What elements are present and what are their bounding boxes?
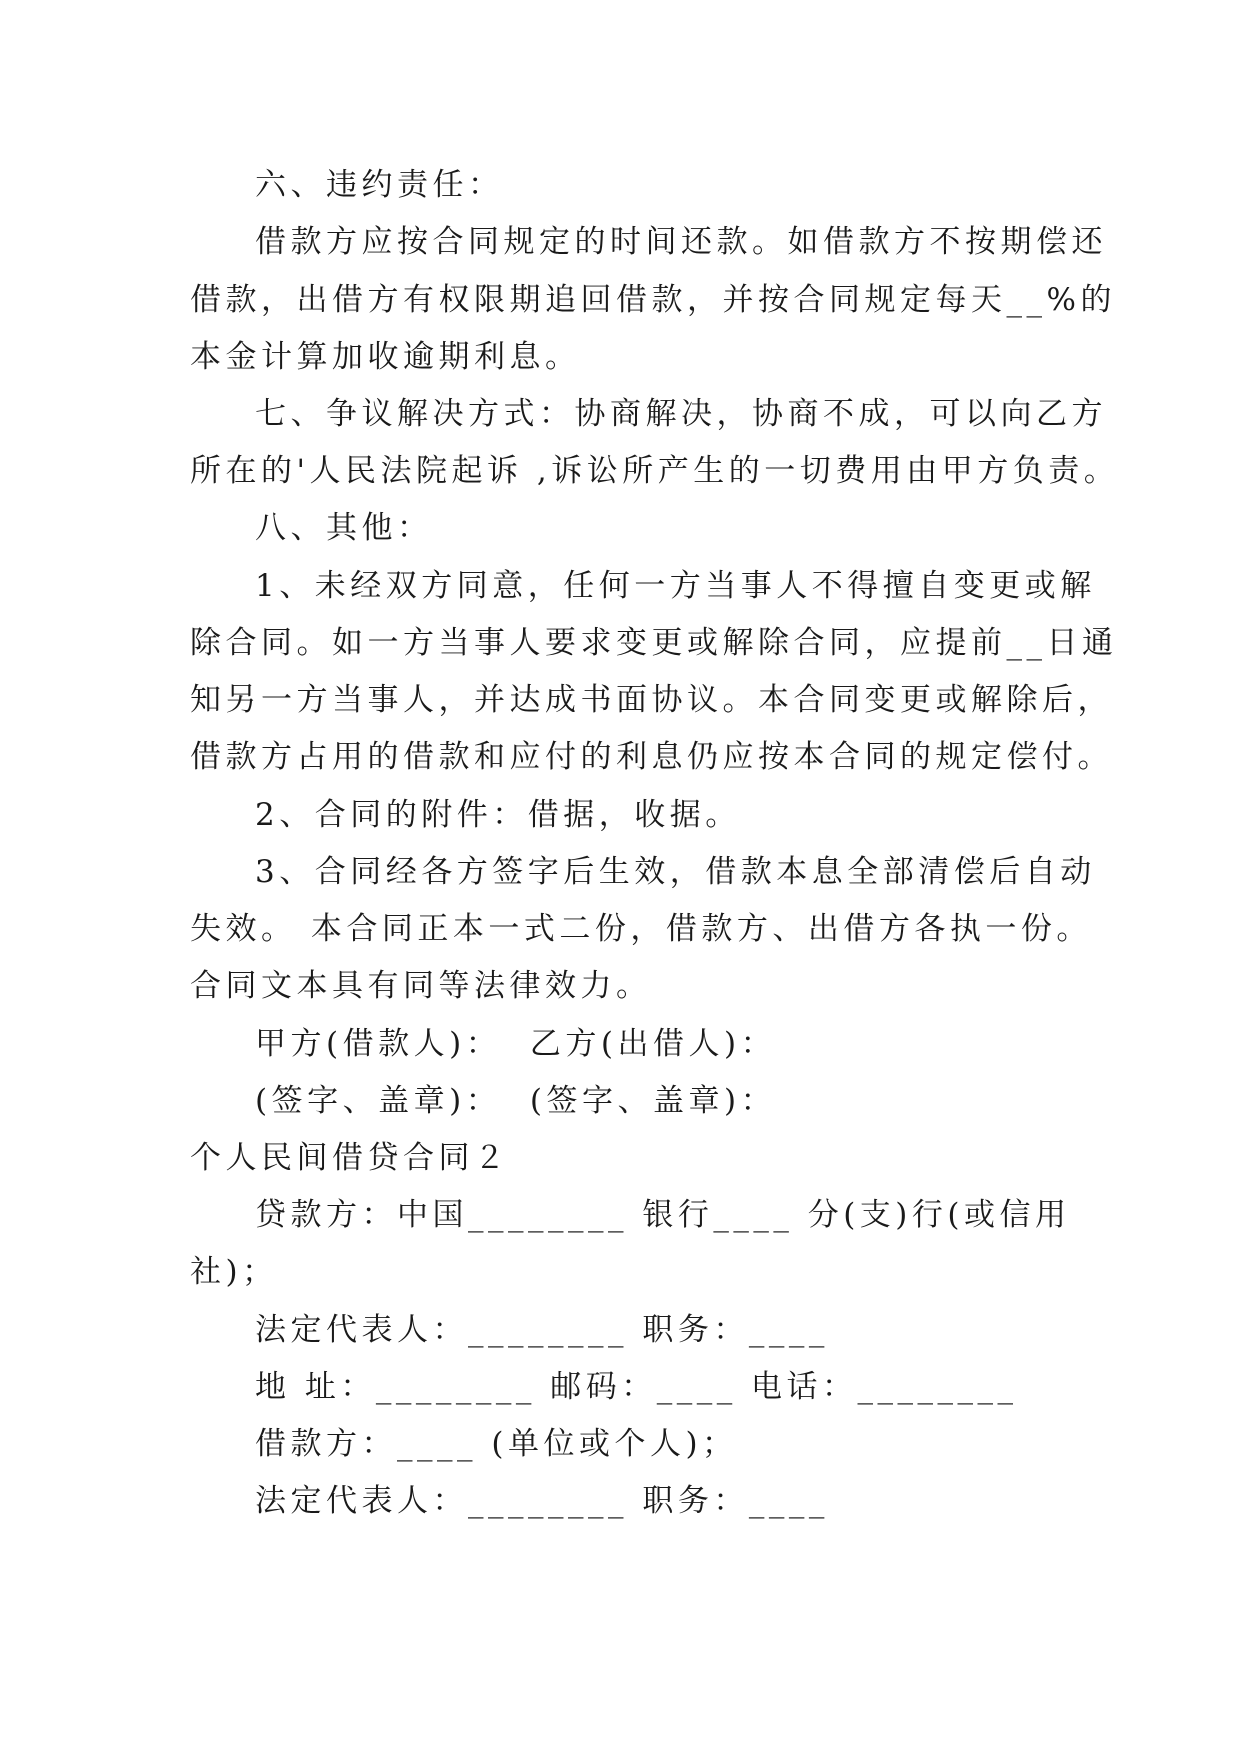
legal-rep-line: 法定代表人：________ 职务：____ xyxy=(255,1312,829,1348)
party-labels: 甲方(借款人)： 乙方(出借人)： xyxy=(255,1026,777,1062)
paragraph-line: 失效。 本合同正本一式二份，借款方、出借方各执一份。 xyxy=(190,911,1092,947)
paragraph-line: 合同文本具有同等法律效力。 xyxy=(190,968,652,1004)
clause-1-line: 1、未经双方同意，任何一方当事人不得擅自变更或解 xyxy=(255,568,1096,604)
paragraph-line: 社)； xyxy=(190,1254,278,1290)
clause-3-line: 3、合同经各方签字后生效，借款本息全部清偿后自动 xyxy=(255,854,1096,890)
paragraph-line: 借款，出借方有权限期追回借款，并按合同规定每天__%的 xyxy=(190,282,1116,318)
borrower-line: 借款方：____ (单位或个人)； xyxy=(255,1426,738,1462)
paragraph-line: 所在的'人民法院起诉 ,诉讼所产生的一切费用由甲方负责。 xyxy=(190,453,1120,489)
legal-rep-line: 法定代表人：________ 职务：____ xyxy=(255,1483,829,1519)
paragraph-line: 借款方应按合同规定的时间还款。如借款方不按期偿还 xyxy=(255,224,1107,260)
address-line: 地 址：________ 邮码：____ 电话：________ xyxy=(255,1369,1018,1405)
section-6-heading: 六、违约责任： xyxy=(255,167,504,203)
paragraph-line: 借款方占用的借款和应付的利息仍应按本合同的规定偿付。 xyxy=(190,739,1113,775)
clause-2-line: 2、合同的附件：借据，收据。 xyxy=(255,797,741,833)
section-7-heading: 七、争议解决方式：协商解决，协商不成，可以向乙方 xyxy=(255,396,1107,432)
section-8-heading: 八、其他： xyxy=(255,510,433,546)
paragraph-line: 知另一方当事人，并达成书面协议。本合同变更或解除后， xyxy=(190,682,1113,718)
signature-labels: (签字、盖章)： (签字、盖章)： xyxy=(255,1083,777,1119)
paragraph-line: 除合同。如一方当事人要求变更或解除合同，应提前__日通 xyxy=(190,625,1118,661)
lender-line: 贷款方：中国________ 银行____ 分(支)行(或信用 xyxy=(255,1197,1071,1233)
paragraph-line: 本金计算加收逾期利息。 xyxy=(190,339,581,375)
contract-2-title: 个人民间借贷合同２ xyxy=(190,1140,510,1176)
